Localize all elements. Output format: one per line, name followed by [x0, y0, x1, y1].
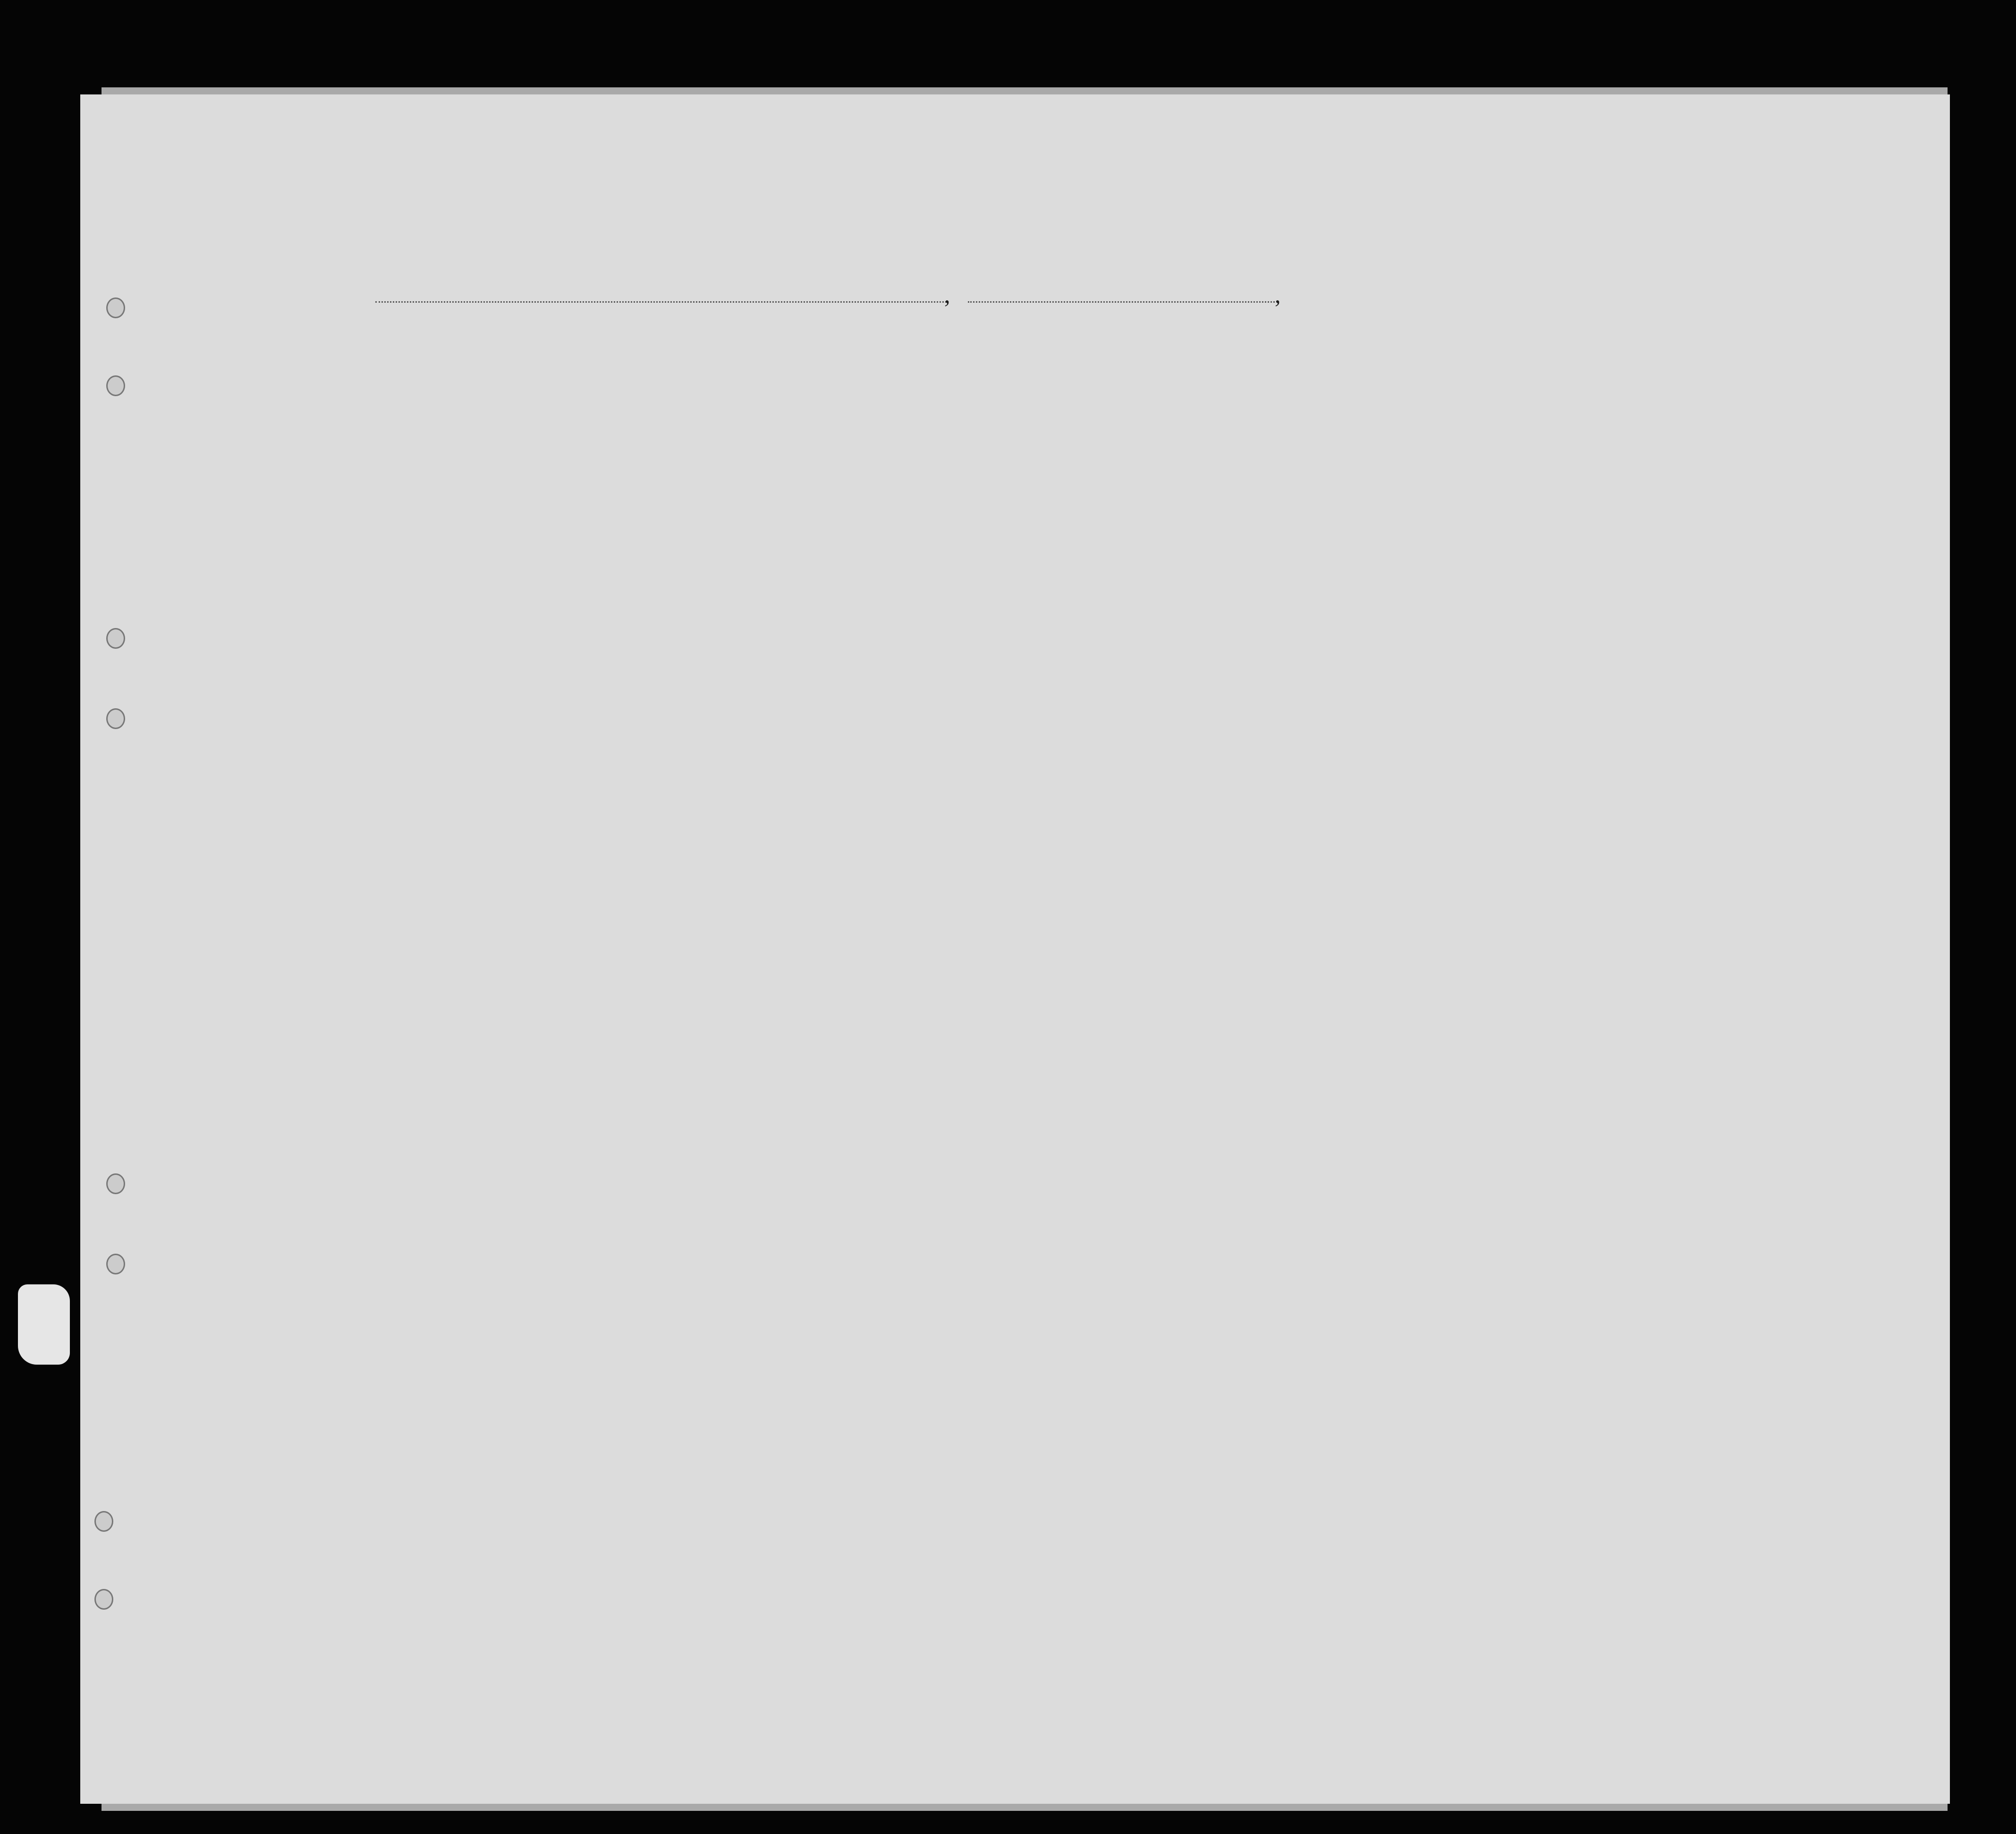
binder-hole	[106, 375, 125, 396]
torn-scrap	[18, 1284, 70, 1365]
binder-hole	[106, 1173, 125, 1194]
manifest-page	[80, 94, 1950, 1804]
binder-hole	[94, 1511, 113, 1532]
table-grid	[80, 94, 1950, 1804]
comma-2: ,	[1275, 281, 1281, 308]
binder-hole	[106, 297, 125, 318]
binder-hole	[106, 708, 125, 729]
binder-hole	[106, 628, 125, 649]
binder-hole	[106, 1254, 125, 1274]
binder-hole	[94, 1589, 113, 1610]
comma: ,	[944, 281, 950, 308]
